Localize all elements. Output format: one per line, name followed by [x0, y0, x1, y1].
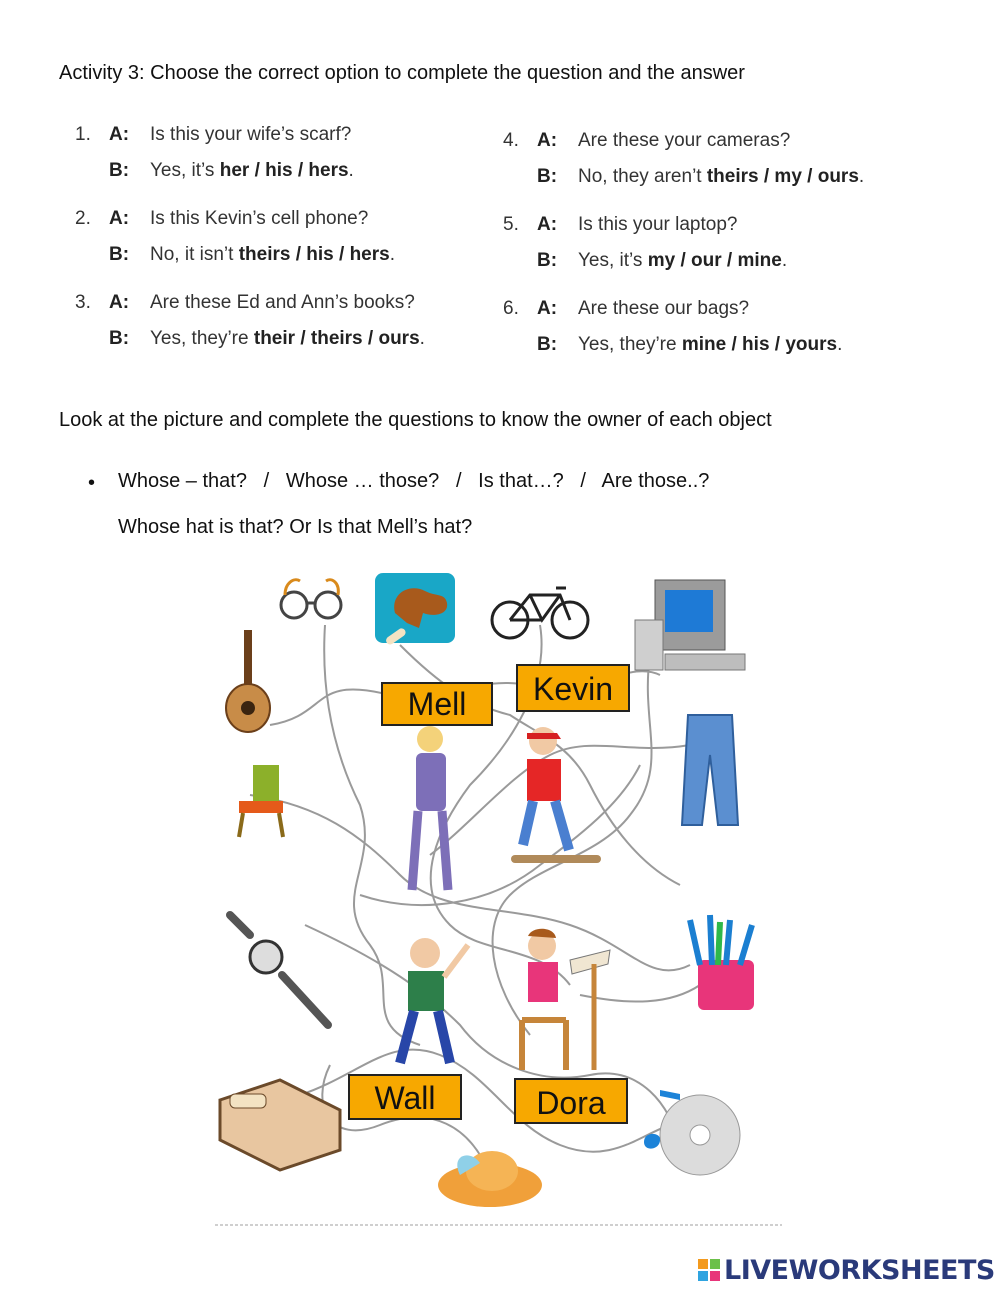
cd-icon [644, 1090, 740, 1175]
answer-options[interactable]: their / theirs / ours [253, 328, 420, 349]
question-hint: Whose – that? / Whose … those? / Is that…? / Are those..? [118, 470, 710, 492]
question-text: Is this your laptop? [578, 214, 738, 235]
speaker-a: A: [537, 298, 558, 319]
answer-prefix: Yes, they’re [150, 328, 254, 349]
question-text: Are these your cameras? [578, 130, 791, 151]
answer-suffix: . [419, 328, 425, 349]
answer-prefix: Yes, it’s [578, 250, 648, 271]
answer-options[interactable]: my / our / mine [647, 250, 782, 271]
bullet-dot: • [88, 472, 96, 494]
exercise-column-left [75, 124, 495, 376]
exercise-number: 3. [75, 292, 91, 313]
speaker-b: B: [537, 166, 558, 187]
exercise-6 [503, 298, 923, 382]
exercise-number: 2. [75, 208, 91, 229]
speaker-a: A: [109, 124, 130, 145]
liveworksheets-logo[interactable] [698, 1254, 995, 1286]
dora-figure [522, 929, 610, 1070]
answer-suffix: . [781, 250, 788, 271]
logo-mark-icon [698, 1259, 720, 1281]
exercise-number: 1. [75, 124, 91, 145]
wall-figure [400, 938, 468, 1063]
answer-prefix: No, they aren’t [578, 166, 707, 187]
question-text: Is this your wife’s scarf? [150, 124, 352, 145]
exercise-1 [75, 124, 495, 208]
exercise-3 [75, 292, 495, 376]
speaker-a: A: [109, 292, 130, 313]
example-question: Whose hat is that? Or Is that Mell’s hat? [118, 516, 473, 538]
pencils-icon [690, 915, 754, 1010]
answer-suffix: . [858, 166, 865, 187]
answer-options[interactable]: theirs / his / hers [238, 244, 390, 265]
exercise-5 [503, 214, 923, 298]
answer-prefix: Yes, they’re [578, 334, 682, 355]
question-text: Are these our bags? [578, 298, 750, 319]
exercise-number: 6. [503, 298, 519, 319]
speaker-b: B: [109, 244, 130, 265]
speaker-b: B: [537, 250, 558, 271]
instruction-text: Look at the picture and complete the questions to know the owner of each object [59, 409, 772, 431]
ownership-maze-picture [210, 565, 790, 1230]
glasses-icon [281, 580, 341, 618]
name-label-wall [349, 1075, 461, 1119]
exercise-column-right [503, 130, 923, 382]
chair-icon [239, 765, 283, 837]
answer-suffix: . [837, 334, 843, 355]
question-text: Are these Ed and Ann’s books? [150, 292, 415, 313]
exercise-number: 5. [503, 214, 519, 235]
jeans-icon [682, 715, 738, 825]
guitar-icon [226, 630, 270, 732]
mell-figure [412, 726, 448, 890]
activity-title: Activity 3: Choose the correct option to complete the question and the answer [59, 62, 745, 84]
name-label-kevin [517, 665, 629, 711]
speaker-a: A: [537, 130, 558, 151]
answer-prefix: Yes, it’s [150, 160, 220, 181]
answer-options[interactable]: her / his / hers [219, 160, 349, 181]
name-wall: Wall [374, 1080, 436, 1116]
exercise-4 [503, 130, 923, 214]
speaker-a: A: [537, 214, 558, 235]
name-dora: Dora [536, 1085, 606, 1121]
watch-icon [230, 915, 328, 1025]
name-mell: Mell [407, 686, 467, 722]
name-label-dora [515, 1079, 627, 1123]
speaker-a: A: [109, 208, 130, 229]
answer-options[interactable]: theirs / my / ours [706, 166, 859, 187]
kevin-figure [511, 727, 601, 863]
speaker-b: B: [109, 328, 130, 349]
question-text: Is this Kevin’s cell phone? [150, 208, 369, 229]
logo-text: LIVEWORKSHEETS [724, 1254, 995, 1286]
name-label-mell [382, 683, 492, 725]
dog-icon [375, 573, 455, 646]
exercise-number: 4. [503, 130, 519, 151]
name-kevin: Kevin [532, 671, 614, 707]
speaker-b: B: [537, 334, 558, 355]
exercise-2 [75, 208, 495, 292]
hat-icon [438, 1151, 542, 1207]
answer-suffix: . [348, 160, 354, 181]
speaker-b: B: [109, 160, 130, 181]
answer-prefix: No, it isn’t [150, 244, 239, 265]
computer-icon [635, 580, 745, 670]
answer-suffix: . [389, 244, 395, 265]
answer-options[interactable]: mine / his / yours [681, 334, 838, 355]
